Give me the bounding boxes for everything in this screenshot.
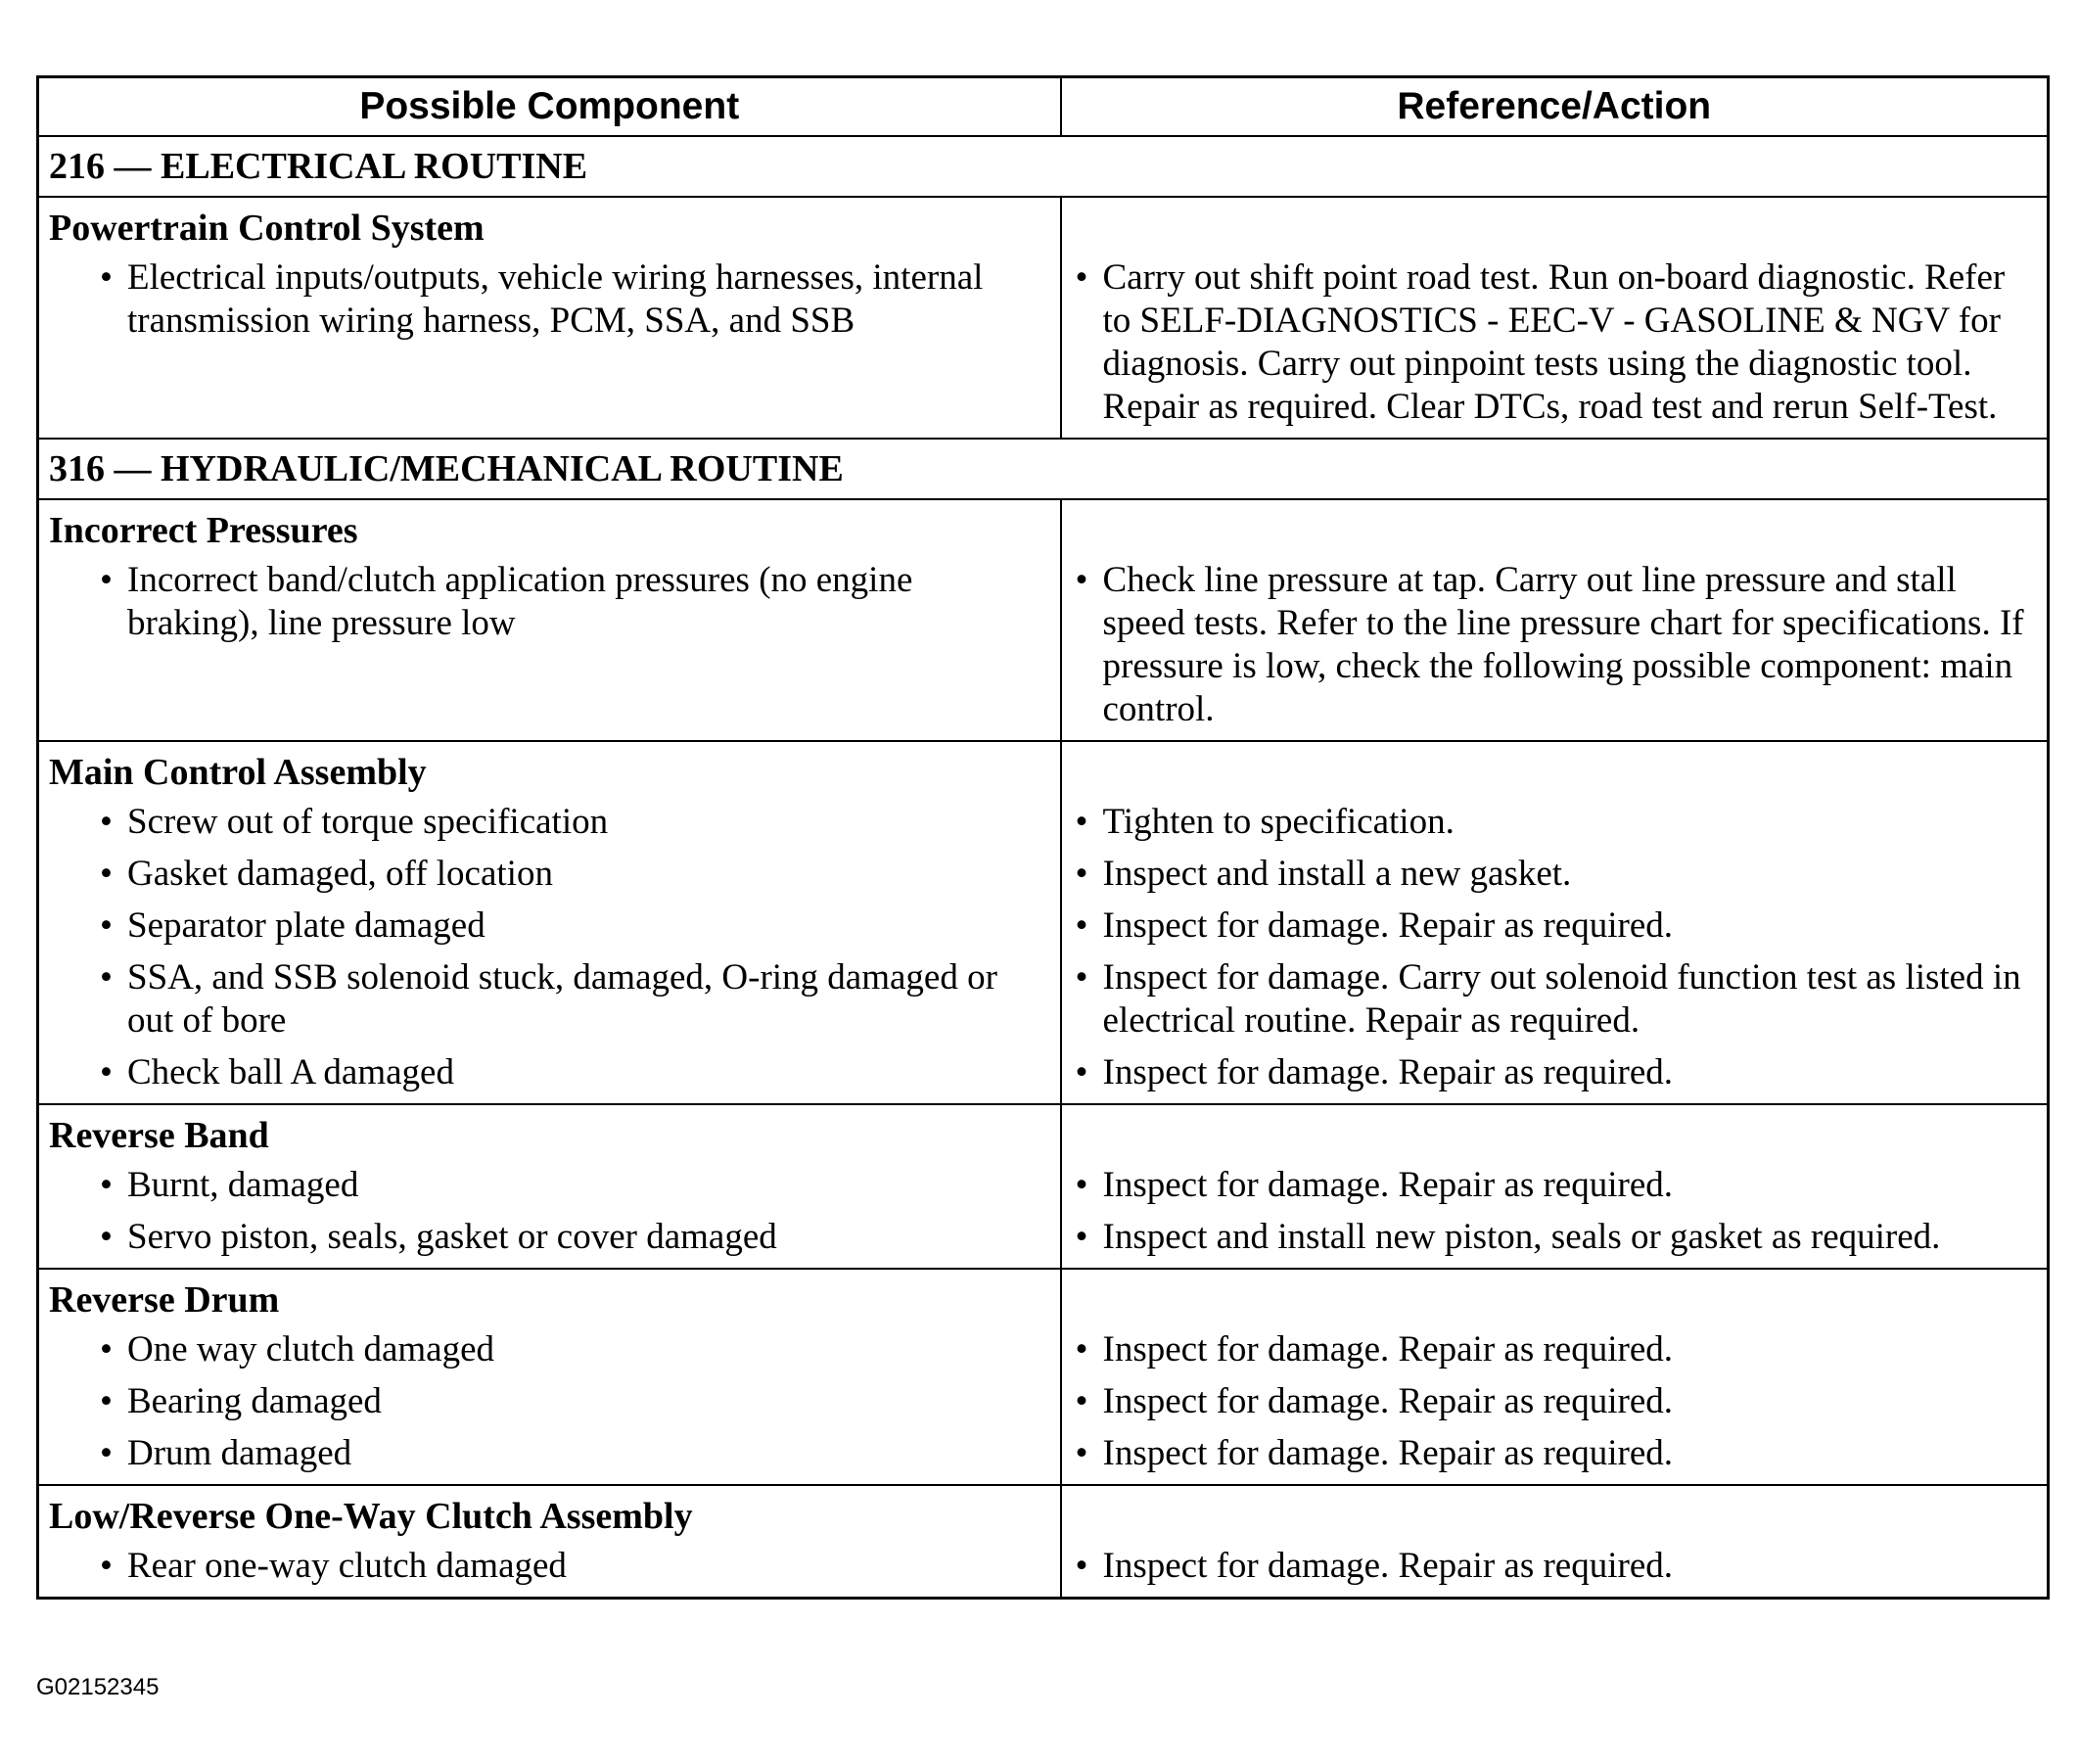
component-group-row xyxy=(38,741,2049,1104)
action-list xyxy=(1062,1545,2048,1588)
section-row xyxy=(38,439,2049,499)
action-item: • Inspect for damage. Repair as required. xyxy=(1062,1380,2048,1423)
component-group-title: Main Control Assembly xyxy=(49,752,427,793)
component-item: • Separator plate damaged xyxy=(39,905,1060,948)
action-list xyxy=(1062,256,2048,429)
component-group-title: Powertrain Control System xyxy=(49,208,485,249)
action-item: • Inspect for damage. Repair as required. xyxy=(1062,1164,2048,1207)
action-cell xyxy=(1061,1269,2049,1485)
component-cell xyxy=(38,197,1061,439)
action-item: • Inspect and install a new gasket. xyxy=(1062,853,2048,896)
component-cell xyxy=(38,1485,1061,1599)
action-item: • Inspect for damage. Carry out solenoid function test as listed in electrical routine. Repair as required. xyxy=(1062,956,2048,1043)
action-cell xyxy=(1061,499,2049,741)
action-item: • Inspect for damage. Repair as required. xyxy=(1062,1051,2048,1094)
section-row xyxy=(38,136,2049,197)
action-item: • Check line pressure at tap. Carry out line pressure and stall speed tests. Refer to the line pressure chart for specifications. If pressure is low, check the following possible component: main control. xyxy=(1062,559,2048,731)
action-cell xyxy=(1061,197,2049,439)
header-row xyxy=(38,77,2049,137)
component-item: • Drum damaged xyxy=(39,1432,1060,1475)
section-title: 216 — ELECTRICAL ROUTINE xyxy=(38,136,2049,197)
action-cell xyxy=(1061,1485,2049,1599)
component-item: • Burnt, damaged xyxy=(39,1164,1060,1207)
section-title: 316 — HYDRAULIC/MECHANICAL ROUTINE xyxy=(38,439,2049,499)
component-group-row xyxy=(38,1269,2049,1485)
component-group-title: Incorrect Pressures xyxy=(49,510,358,551)
component-group-title: Reverse Drum xyxy=(49,1279,280,1321)
component-group-row xyxy=(38,1104,2049,1269)
component-item: • Bearing damaged xyxy=(39,1380,1060,1423)
component-list xyxy=(39,1164,1060,1259)
component-item: • Gasket damaged, off location xyxy=(39,853,1060,896)
component-group-title: Reverse Band xyxy=(49,1115,269,1156)
action-item: • Carry out shift point road test. Run on-board diagnostic. Refer to SELF-DIAGNOSTICS - EEC-V - GASOLINE & NGV for diagnosis. Carry out pinpoint tests using the diagnostic tool. Repair as required. Clear DTCs, road test and rerun Self-Test. xyxy=(1062,256,2048,429)
action-list xyxy=(1062,801,2048,1094)
component-group-title: Low/Reverse One-Way Clutch Assembly xyxy=(49,1496,693,1537)
component-cell xyxy=(38,1269,1061,1485)
component-group-row xyxy=(38,197,2049,439)
action-item: • Inspect and install new piston, seals or gasket as required. xyxy=(1062,1216,2048,1259)
component-item: • SSA, and SSB solenoid stuck, damaged, O-ring damaged or out of bore xyxy=(39,956,1060,1043)
diagnosis-table xyxy=(36,75,2050,1600)
component-cell xyxy=(38,1104,1061,1269)
action-list xyxy=(1062,1164,2048,1259)
column-header-action: Reference/Action xyxy=(1061,77,2049,137)
component-group-row xyxy=(38,499,2049,741)
figure-id: G02152345 xyxy=(36,1674,160,1700)
component-list xyxy=(39,559,1060,731)
component-cell xyxy=(38,741,1061,1104)
component-item: • Electrical inputs/outputs, vehicle wiring harnesses, internal transmission wiring harness, PCM, SSA, and SSB xyxy=(39,256,1060,429)
component-list xyxy=(39,801,1060,1094)
component-item: • Rear one-way clutch damaged xyxy=(39,1545,1060,1588)
component-list xyxy=(39,1328,1060,1475)
action-list xyxy=(1062,559,2048,731)
action-item: • Inspect for damage. Repair as required. xyxy=(1062,1545,2048,1588)
table-body xyxy=(38,136,2049,1599)
column-header-component: Possible Component xyxy=(38,77,1061,137)
component-item: • One way clutch damaged xyxy=(39,1328,1060,1371)
action-item: • Inspect for damage. Repair as required. xyxy=(1062,905,2048,948)
component-item: • Incorrect band/clutch application pressures (no engine braking), line pressure low xyxy=(39,559,1060,731)
component-list xyxy=(39,256,1060,429)
action-item: • Inspect for damage. Repair as required. xyxy=(1062,1328,2048,1371)
component-list xyxy=(39,1545,1060,1588)
component-cell xyxy=(38,499,1061,741)
component-item: • Screw out of torque specification xyxy=(39,801,1060,844)
component-item: • Check ball A damaged xyxy=(39,1051,1060,1094)
action-cell xyxy=(1061,741,2049,1104)
action-item: • Inspect for damage. Repair as required. xyxy=(1062,1432,2048,1475)
component-item: • Servo piston, seals, gasket or cover damaged xyxy=(39,1216,1060,1259)
action-item: • Tighten to specification. xyxy=(1062,801,2048,844)
component-group-row xyxy=(38,1485,2049,1599)
action-cell xyxy=(1061,1104,2049,1269)
action-list xyxy=(1062,1328,2048,1475)
